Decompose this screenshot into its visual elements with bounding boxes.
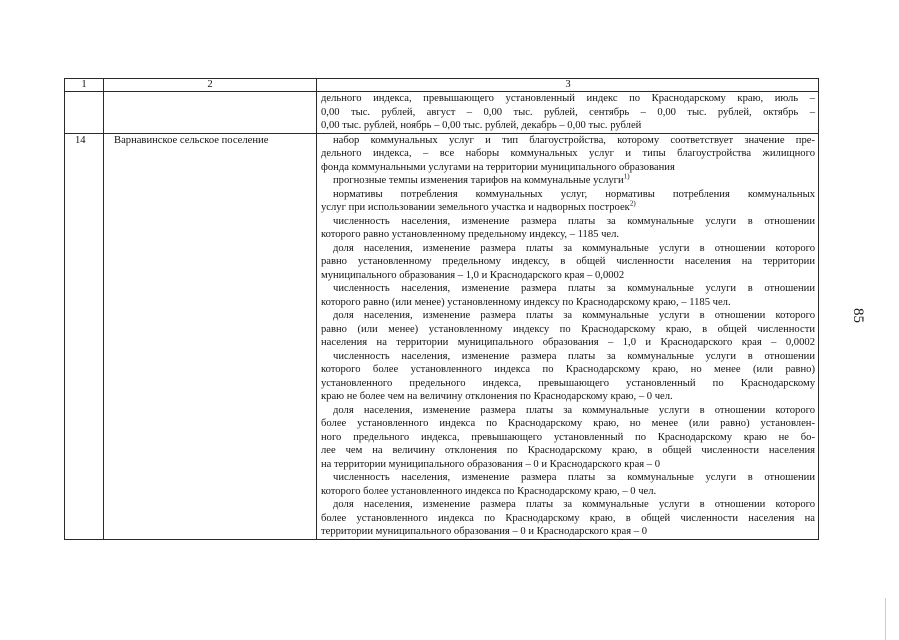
text-line <box>321 512 815 526</box>
row14-text-cell <box>317 133 819 539</box>
text-line <box>321 228 815 242</box>
text-line <box>321 201 815 215</box>
text-line-content: краю не более чем на величину отклонения по Краснодарскому краю, – 0 чел. <box>321 391 673 402</box>
text-line-content: которого более установленного индекса по Краснодарскому краю, – 0 чел. <box>321 485 657 497</box>
footnote-marker: 2) <box>629 199 636 208</box>
text-line-content: более установленного индекса по Краснодарскому краю, но менее (или равно) установлен- <box>321 418 815 429</box>
text-line <box>321 134 815 148</box>
text-line-content: доля населения, изменение размера платы за коммунальные услуги в отношении которого <box>333 404 815 416</box>
text-line-content: набор коммунальных услуг и тип благоустройства, которому соответствует значение пре- <box>333 134 815 146</box>
text-line-content: доля населения, изменение размера платы за коммунальные услуги в отношении которого <box>333 310 815 321</box>
data-table <box>64 78 819 540</box>
text-line-content: дельного индекса, – все наборы коммунальных услуг и типы благоустройства жилищного <box>321 148 815 159</box>
text-line: 0,00 тыс. рублей, август – 0,00 тыс. рублей, сентябрь – 0,00 тыс. рублей, октябрь – <box>321 106 815 118</box>
text-line-content: численность населения, изменение размера платы за коммунальные услуги в отношении <box>333 215 815 227</box>
text-line-content: на территории муниципального образования – 0 и Краснодарского края – 0 <box>321 458 661 470</box>
text-line <box>321 147 815 161</box>
text-line <box>321 377 815 391</box>
text-line <box>321 390 815 404</box>
text-line <box>321 417 815 431</box>
text-line-content: территории муниципального образования – 0 и Краснодарского края – 0 <box>321 526 648 537</box>
table-row-14 <box>65 133 819 539</box>
text-line-content: услуг при использовании земельного участка и надворных построек <box>321 202 630 213</box>
text-line-content: ного предельного индекса, превышающего установленный по Краснодарскому краю не бо- <box>321 431 815 443</box>
text-line <box>321 296 815 310</box>
text-line <box>321 215 815 229</box>
text-line <box>321 404 815 418</box>
text-line <box>321 498 815 512</box>
text-line-content: численность населения, изменение размера платы за коммунальные услуги в отношении <box>333 350 815 362</box>
text-line-content: прогнозные темпы изменения тарифов на коммунальные услуги <box>333 175 624 186</box>
text-line-content: доля населения, изменение размера платы за коммунальные услуги в отношении которого <box>333 242 815 254</box>
text-line <box>321 282 815 296</box>
text-line-content: равно установленному предельному индексу, в общей численности населения на территории <box>321 256 815 267</box>
table-row-continuation <box>65 92 819 134</box>
text-line <box>321 309 815 323</box>
text-line <box>321 161 815 175</box>
text-line <box>321 323 815 337</box>
text-line <box>321 188 815 202</box>
text-line <box>321 431 815 445</box>
text-line <box>321 525 815 539</box>
text-line <box>321 350 815 364</box>
settlement-name <box>104 133 317 539</box>
scan-edge-mark <box>885 598 886 640</box>
text-line: 0,00 тыс. рублей, ноябрь – 0,00 тыс. рублей, декабрь – 0,00 тыс. рублей <box>321 120 642 131</box>
text-line <box>321 255 815 269</box>
settlement-name-text: Варнавинское сельское поселение <box>114 134 269 146</box>
text-line-content: лее чем на величину отклонения по Краснодарскому краю, в общей численности населения <box>321 445 815 456</box>
text-line-content: которого равно установленному предельному индексу, – 1185 чел. <box>321 229 620 240</box>
text-line-content: которого равно (или менее) установленному индексу по Краснодарскому краю, – 1185 чел. <box>321 296 731 308</box>
text-line-content: численность населения, изменение размера платы за коммунальные услуги в отношении <box>333 283 815 294</box>
text-line-content: которого более установленного индекса по Краснодарскому краю, но менее (или равно) <box>321 364 815 375</box>
text-line-content: фонда коммунальными услугами на территории муниципального образования <box>321 161 675 173</box>
text-line-content: более установленного индекса по Краснодарскому краю, в общей численности населения на <box>321 512 815 524</box>
text-line: дельного индекса, превышающего установленный индекс по Краснодарскому краю, июль – <box>321 93 815 104</box>
text-line <box>321 336 815 350</box>
row-number: 14 <box>65 133 104 539</box>
table-header-row <box>65 79 819 92</box>
text-line <box>321 242 815 256</box>
text-line <box>321 471 815 485</box>
header-col-3: 3 <box>317 79 819 92</box>
text-line <box>321 174 815 188</box>
continuation-name-cell <box>104 92 317 134</box>
text-line-content: нормативы потребления коммунальных услуг, нормативы потребления коммунальных <box>333 188 815 200</box>
text-line <box>321 485 815 499</box>
text-line <box>321 363 815 377</box>
text-line-content: численность населения, изменение размера платы за коммунальные услуги в отношении <box>333 472 815 483</box>
text-line-content: доля населения, изменение размера платы за коммунальные услуги в отношении которого <box>333 499 815 510</box>
text-line <box>321 458 815 472</box>
page-number: 85 <box>850 308 866 323</box>
footnote-marker: 1) <box>623 172 630 181</box>
continuation-text-cell <box>317 92 819 134</box>
text-line-content: равно (или менее) установленному индексу по Краснодарскому краю, в общей численности <box>321 323 815 335</box>
text-line <box>321 269 815 283</box>
header-col-2: 2 <box>104 79 317 92</box>
text-line-content: муниципального образования – 1,0 и Краснодарского края – 0,0002 <box>321 269 625 281</box>
header-col-1: 1 <box>65 79 104 92</box>
text-line <box>321 444 815 458</box>
text-line-content: населения на территории муниципального образования – 1,0 и Краснодарского края – 0,0002 <box>321 337 815 348</box>
continuation-number-cell <box>65 92 104 134</box>
text-line-content: установленного предельного индекса, превышающего установленный по Краснодарскому <box>321 377 815 389</box>
